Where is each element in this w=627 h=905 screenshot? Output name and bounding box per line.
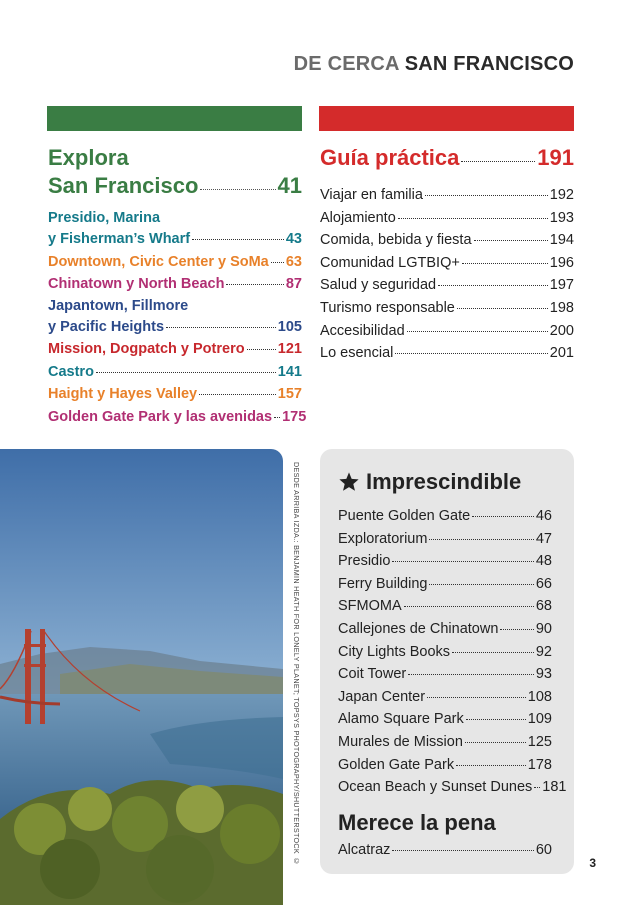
toc-page: 109 [527, 711, 552, 728]
toc-row[interactable] [48, 361, 302, 384]
guia-title-row[interactable] [320, 144, 574, 172]
toc-page: 93 [535, 666, 552, 683]
guia-page: 191 [537, 145, 574, 170]
toc-label: Coit Tower [338, 666, 407, 683]
toc-label: Comunidad LGTBIQ+ [320, 254, 460, 271]
toc-label: Alamo Square Park [338, 711, 464, 728]
guia-list [320, 184, 574, 365]
toc-row[interactable] [338, 708, 552, 731]
imprescindible-heading [338, 465, 552, 499]
toc-label: y Fisherman’s Wharf [48, 231, 191, 247]
leader-dots [199, 394, 276, 395]
leader-dots [457, 308, 548, 309]
district-label-line1: Japantown, Fillmore [48, 297, 189, 314]
leader-dots [425, 195, 548, 196]
toc-row[interactable] [320, 252, 574, 275]
toc-label: Viajar en familia [320, 187, 423, 203]
toc-label: Golden Gate Park y las avenidas [48, 408, 273, 425]
toc-label: Salud y seguridad [320, 277, 437, 294]
leader-dots [465, 742, 526, 743]
imprescindible-list [338, 505, 567, 799]
leader-dots [274, 417, 280, 418]
toc-page: 197 [549, 277, 574, 294]
toc-row[interactable] [338, 754, 552, 777]
toc-row[interactable] [338, 595, 552, 618]
toc-label: Alcatraz [338, 841, 391, 858]
explora-page: 41 [277, 173, 302, 198]
header-title: SAN FRANCISCO [404, 53, 574, 75]
toc-page: 192 [549, 187, 574, 203]
toc-row[interactable] [338, 550, 552, 573]
guia-title: Guía práctica [320, 145, 460, 170]
leader-dots [166, 327, 276, 328]
golden-gate-photo [0, 449, 283, 905]
leader-dots [429, 584, 533, 585]
toc-row[interactable] [338, 573, 552, 596]
leader-dots [474, 240, 548, 241]
toc-label: y Pacific Heights [48, 318, 165, 335]
toc-label: Puente Golden Gate [338, 508, 471, 524]
imprescindible-title: Imprescindible [366, 469, 522, 494]
leader-dots [192, 239, 284, 240]
toc-label: Exploratorium [338, 530, 428, 547]
leader-dots [461, 161, 535, 162]
toc-label: SFMOMA [338, 598, 402, 615]
toc-row[interactable] [338, 731, 552, 754]
toc-page: 60 [535, 841, 552, 858]
toc-page: 200 [549, 322, 574, 339]
leader-dots [407, 331, 548, 332]
explora-title-line1: Explora [48, 145, 129, 170]
toc-label: Ferry Building [338, 575, 428, 592]
toc-page: 108 [527, 688, 552, 705]
leader-dots [408, 674, 534, 675]
toc-row[interactable] [320, 297, 574, 320]
guia-section [320, 144, 574, 365]
toc-row[interactable] [338, 663, 552, 686]
leader-dots [392, 850, 533, 851]
toc-label: Accesibilidad [320, 322, 405, 339]
toc-label: Mission, Dogpatch y Potrero [48, 341, 245, 357]
toc-page: 125 [527, 733, 552, 750]
leader-dots [452, 652, 534, 653]
toc-label: Turismo responsable [320, 299, 455, 316]
toc-label: Downtown, Civic Center y SoMa [48, 253, 269, 270]
green-bar [47, 106, 302, 131]
leader-dots [398, 218, 548, 219]
merece-title: Merece la pena [338, 809, 496, 835]
header-prefix: DE CERCA [293, 53, 399, 75]
toc-row[interactable] [320, 207, 574, 230]
toc-label: Presidio [338, 553, 391, 570]
toc-row[interactable] [320, 229, 574, 252]
toc-label: Lo esencial [320, 345, 394, 362]
toc-page: 47 [535, 530, 552, 547]
toc-row[interactable] [48, 316, 302, 339]
toc-row[interactable] [320, 274, 574, 297]
toc-page: 105 [277, 318, 302, 335]
leader-dots [271, 262, 284, 263]
toc-page: 193 [549, 209, 574, 226]
toc-page: 194 [549, 232, 574, 249]
toc-row[interactable] [48, 251, 302, 274]
leader-dots [462, 263, 548, 264]
toc-page: 66 [535, 575, 552, 592]
imprescindible-box [320, 449, 574, 874]
leader-dots [466, 719, 526, 720]
explora-title-line2: San Francisco [48, 173, 199, 198]
toc-row[interactable] [338, 505, 552, 528]
toc-label: City Lights Books [338, 643, 451, 660]
toc-page: 141 [277, 363, 302, 380]
merece-list [338, 839, 552, 862]
toc-page: 181 [542, 779, 567, 796]
toc-row[interactable] [338, 686, 552, 709]
leader-dots [226, 284, 283, 285]
toc-label: Callejones de Chinatown [338, 620, 499, 637]
toc-label: Alojamiento [320, 209, 396, 226]
leader-dots [392, 561, 533, 562]
toc-label: Ocean Beach y Sunset Dunes [338, 779, 533, 796]
toc-page: 68 [535, 598, 552, 615]
leader-dots [500, 629, 533, 630]
page-number: 3 [589, 856, 596, 870]
toc-row[interactable] [338, 839, 552, 862]
toc-page: 178 [527, 756, 552, 773]
toc-page: 121 [277, 341, 302, 357]
toc-row[interactable] [48, 228, 302, 251]
toc-page: 90 [535, 620, 552, 637]
toc-row[interactable] [338, 641, 552, 664]
toc-label: Chinatown y North Beach [48, 276, 225, 292]
toc-page: 63 [285, 253, 302, 270]
toc-row[interactable] [320, 320, 574, 343]
toc-row[interactable] [338, 776, 567, 799]
star-icon [338, 471, 360, 493]
toc-page: 196 [549, 254, 574, 271]
district-label-line1: Presidio, Marina [48, 210, 161, 226]
toc-page: 46 [535, 508, 552, 524]
leader-dots [456, 765, 526, 766]
toc-row[interactable] [48, 406, 307, 429]
leader-dots [404, 606, 534, 607]
district-list [48, 208, 307, 428]
toc-row[interactable] [338, 618, 552, 641]
toc-label: Japan Center [338, 688, 426, 705]
leader-dots [96, 372, 276, 373]
toc-row[interactable] [48, 383, 302, 406]
toc-page: 198 [549, 299, 574, 316]
toc-row[interactable] [320, 342, 574, 365]
toc-page: 87 [285, 276, 302, 292]
leader-dots [429, 539, 533, 540]
red-bar [319, 106, 574, 131]
toc-label: Haight y Hayes Valley [48, 386, 198, 402]
toc-page: 43 [285, 231, 302, 247]
leader-dots [472, 516, 534, 517]
page-header [294, 53, 574, 76]
toc-page: 48 [535, 553, 552, 570]
leader-dots [534, 787, 540, 788]
leader-dots [438, 285, 548, 286]
toc-label: Murales de Mission [338, 733, 463, 750]
toc-row[interactable] [320, 184, 574, 207]
toc-label: Comida, bebida y fiesta [320, 232, 472, 249]
toc-label: Golden Gate Park [338, 756, 455, 773]
photo-credit: DESDE ARRIBA IZDA.: BENJAMIN HEATH FOR LONELY PLANET; TOPSYS PHOTOGRAPHY/SHUTTERSTOCK © [292, 462, 301, 866]
toc-label: Castro [48, 363, 94, 380]
toc-page: 157 [277, 386, 302, 402]
leader-dots [247, 349, 276, 350]
toc-row[interactable] [338, 528, 552, 551]
explora-section [48, 144, 307, 428]
toc-page: 175 [282, 408, 307, 425]
toc-page: 92 [535, 643, 552, 660]
toc-page: 201 [549, 345, 574, 362]
explora-title-row[interactable] [48, 172, 302, 200]
toc-row[interactable] [48, 338, 302, 361]
toc-row[interactable] [48, 273, 302, 296]
leader-dots [200, 189, 275, 190]
leader-dots [427, 697, 526, 698]
leader-dots [395, 353, 547, 354]
